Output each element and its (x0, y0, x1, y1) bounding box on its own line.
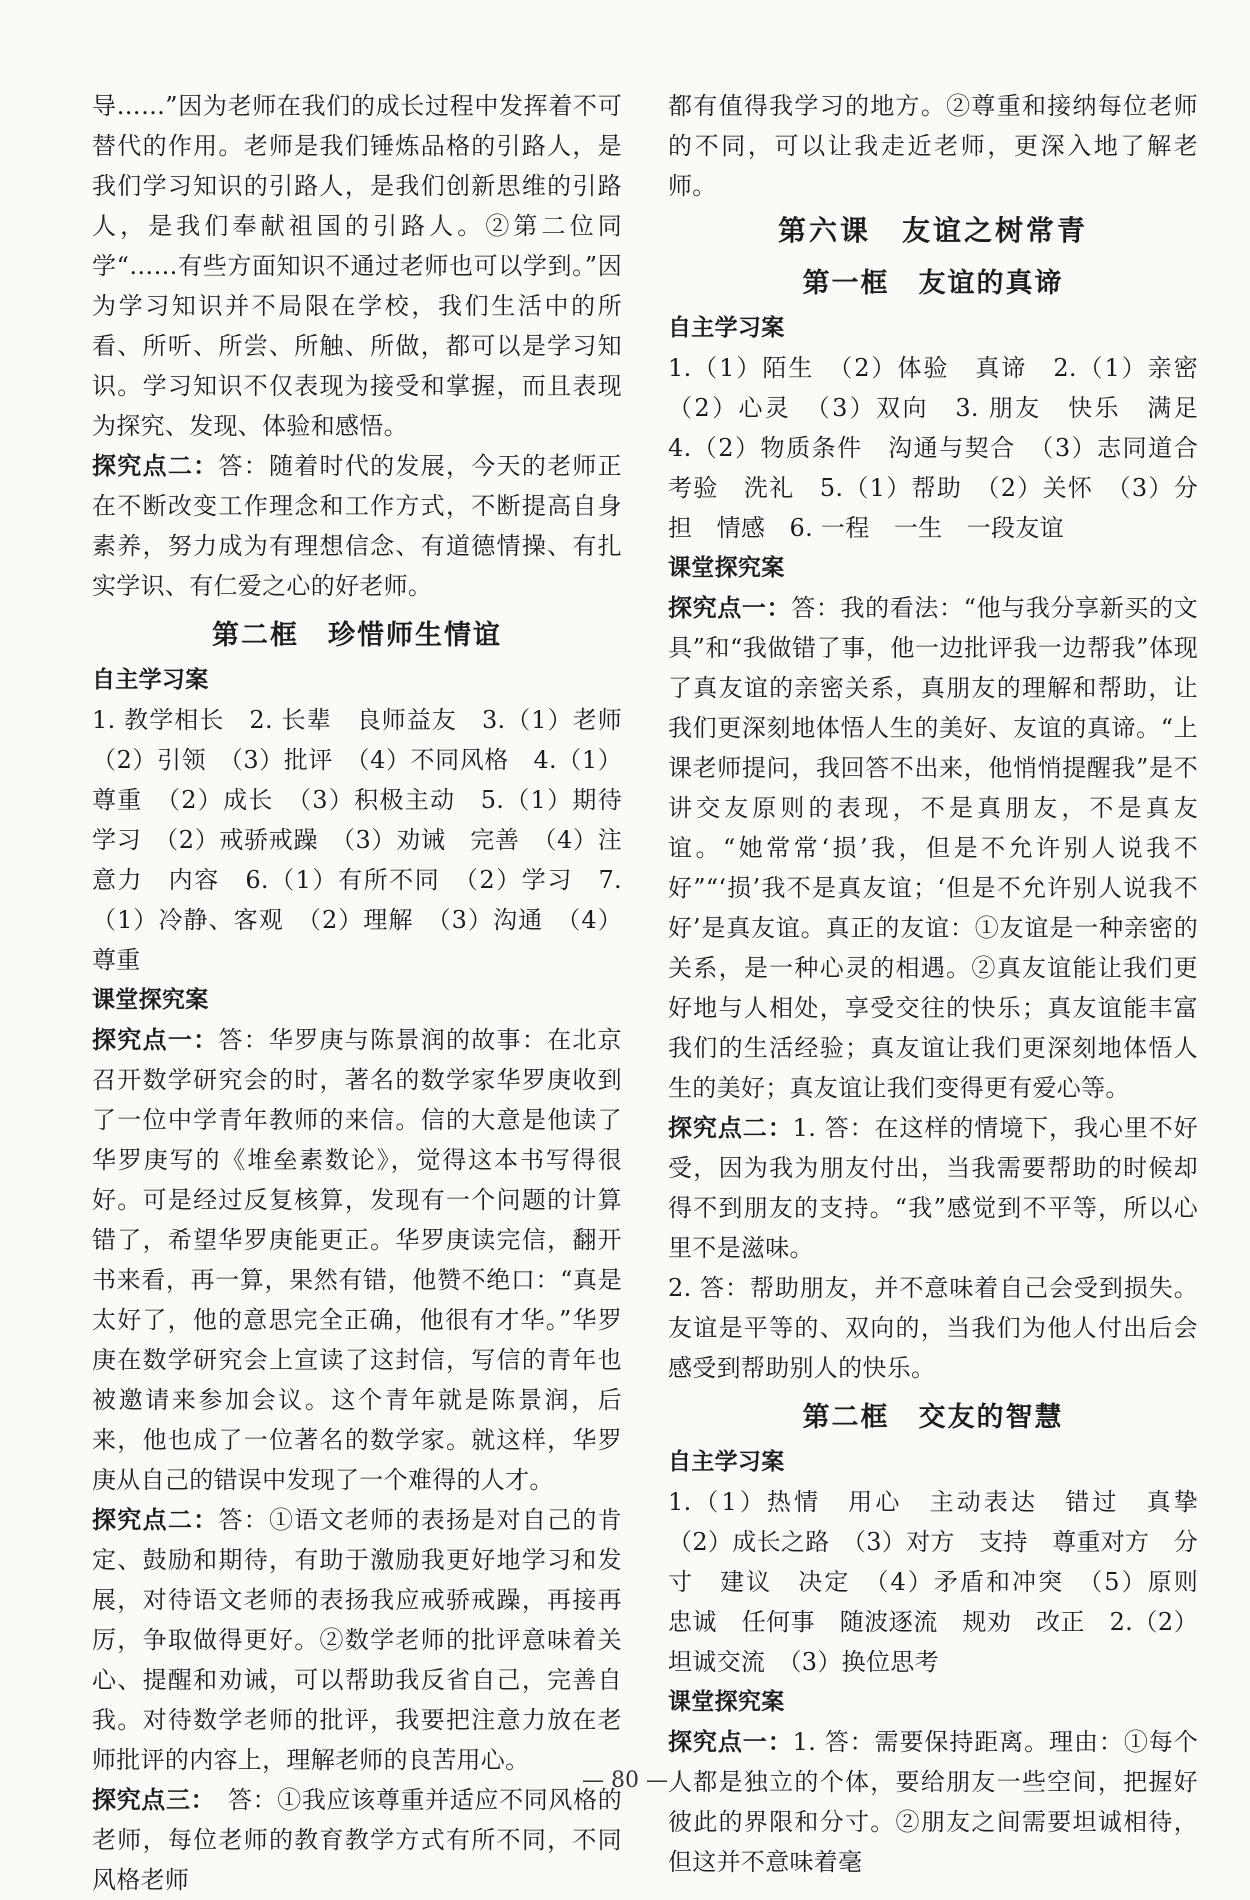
paragraph: 都有值得我学习的地方。②尊重和接纳每位老师的不同，可以让我走近老师，更深入地了解老师。 (668, 92, 1198, 200)
paragraph: 导……”因为老师在我们的成长过程中发挥着不可替代的作用。老师是我们锤炼品格的引路人，是我们学习知识的引路人，是我们创新思维的引路人，是我们奉献祖国的引路人。②第二位同学“……有些方面知识不通过老师也可以学到。”因为学习知识并不局限在学校，我们生活中的所看、所听、所尝、所触、所做，都可以是学习知识。学习知识不仅表现为接受和掌握，而且表现为探究、发现、体验和感悟。 (92, 92, 622, 440)
answer-list: 1. 教学相长 2. 长辈 良师益友 3.（1）老师 （2）引领 （3）批评 （4）不同风格 4.（1）尊重 （2）成长 （3）积极主动 5.（1）期待 学习 （2）戒骄戒躁 （3）劝诫 完善 （4）注意力 内容 6.（1）有所不同 （2）学习 7.（1）冷静、客观 （2）理解 （3）沟通 （4）尊重 (92, 706, 647, 974)
page-number: — 80 — (582, 1768, 668, 1793)
subsection-title: 课堂探究案 (668, 1689, 785, 1715)
paragraph (92, 1780, 622, 1900)
question-label: 探究点二： (92, 452, 219, 480)
answer-text: 答：随着时代的发展，今天的老师正在不断改变工作理念和工作方式，不断提高自身素养，努力成为有理想信念、有道德情操、有扎实学识、有仁爱之心的好老师。 (92, 452, 622, 600)
paragraph (92, 446, 622, 606)
answer-text: 答：①我应该尊重并适应不同风格的老师，每位老师的教育教学方式有所不同，不同风格老师 (92, 1786, 622, 1894)
subsection-title: 自主学习案 (668, 315, 785, 341)
question-label: 探究点一： (668, 1728, 793, 1756)
subsection-title: 课堂探究案 (668, 555, 785, 581)
question-label: 探究点一： (668, 594, 792, 622)
section-title: 第一框 友谊的真谛 (802, 268, 1064, 299)
section-title: 第二框 珍惜师生情谊 (212, 620, 502, 651)
paragraph: 2. 答：帮助朋友，并不意味着自己会受到损失。友谊是平等的、双向的，当我们为他人付出后会感受到帮助别人的快乐。 (668, 1274, 1198, 1382)
question-label: 探究点三： (92, 1786, 204, 1814)
question-label: 探究点一： (92, 1026, 219, 1054)
paragraph (668, 1722, 1198, 1882)
answer-text: 答：①语文老师的表扬是对自己的肯定、鼓励和期待，有助于激励我更好地学习和发展，对待语文老师的表扬我应戒骄戒躁，再接再厉，争取做得更好。②数学老师的批评意味着关心、提醒和劝诫，可以帮助我反省自己，完善自我。对待数学老师的批评，我要把注意力放在老师批评的内容上，理解老师的良苦用心。 (92, 1506, 622, 1774)
question-label: 探究点二： (92, 1506, 219, 1534)
subsection-title: 课堂探究案 (92, 987, 209, 1013)
answer-list: 1.（1）陌生 （2）体验 真谛 2.（1）亲密 （2）心灵 （3）双向 3. 朋友 快乐 满足 4.（2）物质条件 沟通与契合 （3）志同道合 考验 洗礼 5.（1）帮助 （2）关怀 （3）分担 情感 6. 一程 一生 一段友谊 (668, 354, 1223, 542)
paragraph (92, 1500, 622, 1780)
section-title: 第二框 交友的智慧 (802, 1402, 1064, 1433)
answer-text: 1. 答：在这样的情境下，我心里不好受，因为我为朋友付出，当我需要帮助的时候却得不到朋友的支持。“我”感觉到不平等，所以心里不是滋味。 (668, 1114, 1198, 1262)
answer-text: 答：我的看法：“他与我分享新买的文具”和“我做错了事，他一边批评我一边帮我”体现了真友谊的亲密关系，真朋友的理解和帮助，让我们更深刻地体悟人生的美好、友谊的真谛。“上课老师提问，我回答不出来，他悄悄提醒我”是不讲交友原则的表现，不是真朋友，不是真友谊。“她常常‘损’我，但是不允许别人说我不好”“‘损’我不是真友谊；‘但是不允许别人说我不好’是真友谊。真正的友谊：①友谊是一种亲密的关系，是一种心灵的相遇。②真友谊能让我们更好地与人相处，享受交往的快乐；真友谊能丰富我们的生活经验；真友谊让我们更深刻地体悟人生的美好；真友谊让我们变得更有爱心等。 (668, 594, 1198, 1102)
paragraph (668, 588, 1198, 1108)
paragraph (92, 1020, 622, 1500)
paragraph (668, 1108, 1198, 1268)
lesson-title: 第六课 友谊之树常青 (777, 214, 1088, 247)
question-label: 探究点二： (668, 1114, 793, 1142)
answer-list: 1.（1）热情 用心 主动表达 错过 真挚 （2）成长之路 （3）对方 支持 尊重对方 分寸 建议 决定 （4）矛盾和冲突 （5）原则 忠诚 任何事 随波逐流 规劝 改正 2.（2）坦诚交流 （3）换位思考 (668, 1488, 1223, 1676)
answer-text: 1. 答：需要保持距离。理由：①每个人都是独立的个体，要给朋友一些空间，把握好彼此的界限和分寸。②朋友之间需要坦诚相待，但这并不意味着毫 (668, 1728, 1198, 1876)
answer-text: 答：华罗庚与陈景润的故事：在北京召开数学研究会的时，著名的数学家华罗庚收到了一位中学青年教师的来信。信的大意是他读了华罗庚写的《堆垒素数论》，觉得这本书写得很好。可是经过反复核算，发现有一个问题的计算错了，希望华罗庚能更正。华罗庚读完信，翻开书来看，再一算，果然有错，他赞不绝口：“真是太好了，他的意思完全正确，他很有才华。”华罗庚在数学研究会上宣读了这封信，写信的青年也被邀请来参加会议。这个青年就是陈景润，后来，他也成了一位著名的数学家。就这样，华罗庚从自己的错误中发现了一个难得的人才。 (92, 1026, 622, 1494)
subsection-title: 自主学习案 (668, 1449, 785, 1475)
subsection-title: 自主学习案 (92, 667, 209, 693)
right-column (668, 86, 1223, 1882)
